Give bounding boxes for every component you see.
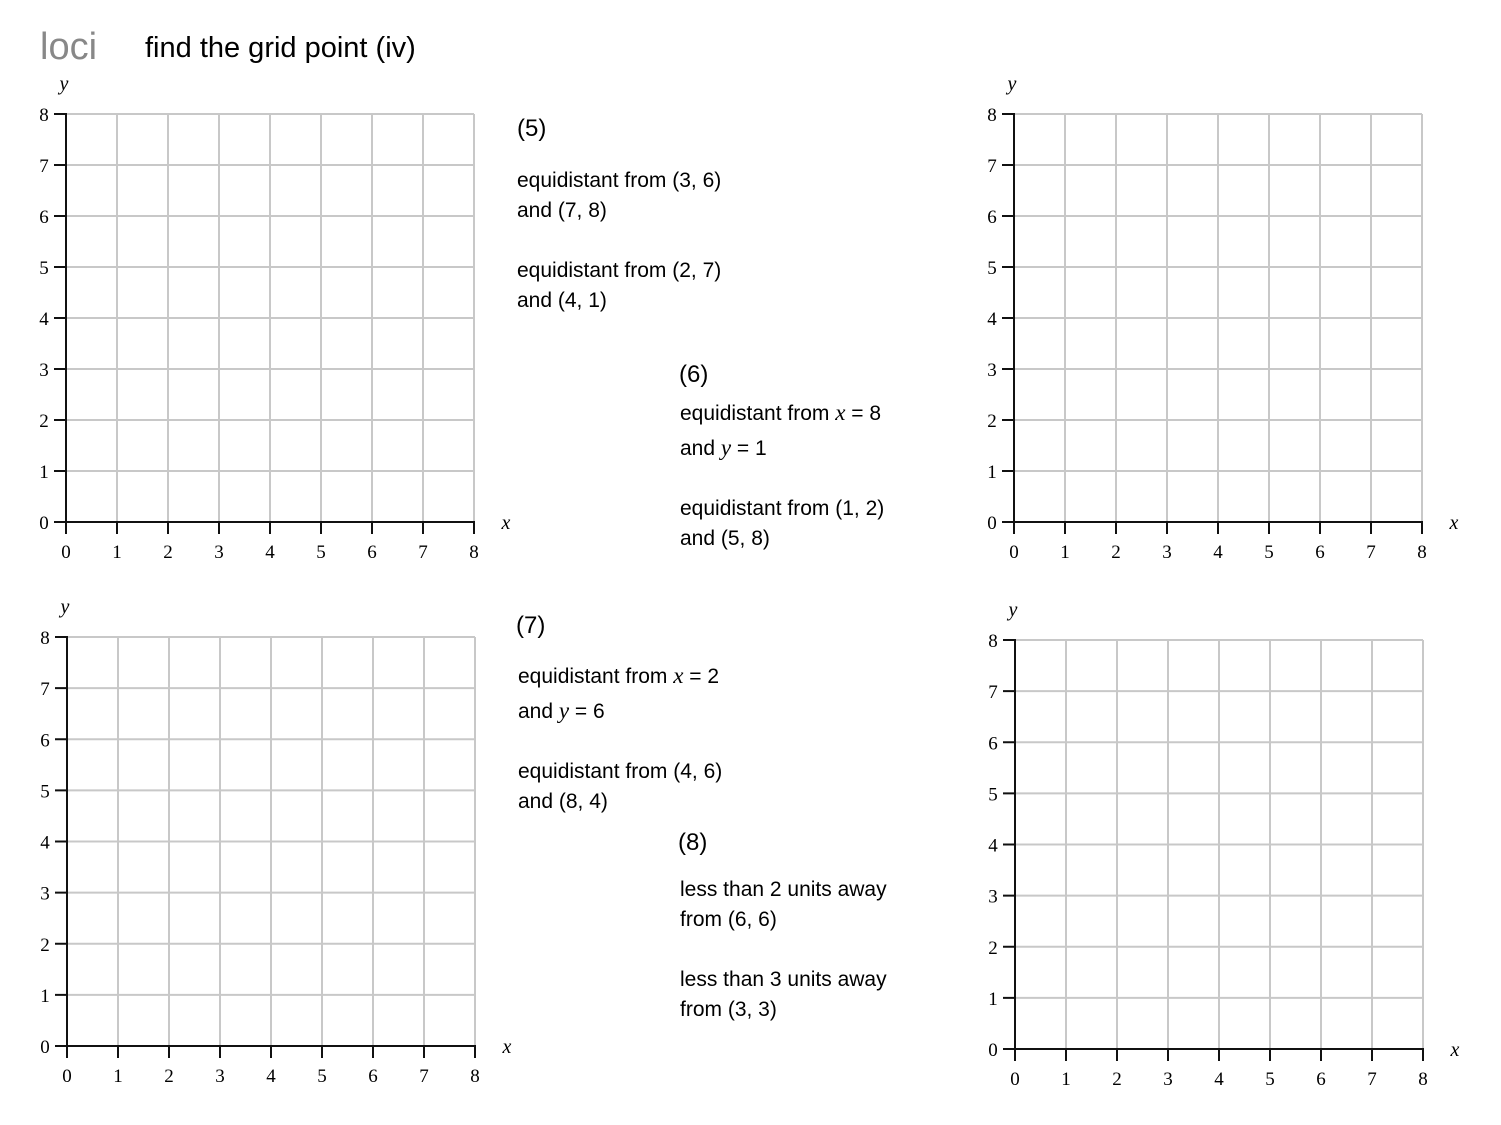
question-5-condition-b-line1: equidistant from (2, 7) — [517, 259, 722, 282]
x-tick-label: 2 — [164, 1066, 174, 1087]
coordinate-grid-1 — [39, 73, 510, 563]
variable: x — [673, 663, 684, 688]
y-tick-label: 6 — [39, 207, 49, 228]
text: equidistant from — [518, 665, 674, 688]
x-tick-label: 0 — [1010, 1069, 1020, 1090]
question-8-condition-b-line1: less than 3 units away — [680, 968, 887, 991]
y-tick-label: 6 — [987, 207, 997, 228]
y-axis-label: y — [1007, 73, 1017, 95]
y-tick-label: 5 — [40, 781, 50, 803]
x-axis-label: x — [1450, 1039, 1460, 1061]
y-axis-label: y — [59, 73, 69, 95]
x-tick-label: 3 — [215, 1066, 225, 1087]
x-axis-label: x — [502, 1036, 512, 1058]
x-tick-label: 2 — [1112, 1069, 1122, 1090]
question-5-condition-b-line2: and (4, 1) — [517, 289, 607, 312]
question-8-condition-a-line2: from (6, 6) — [680, 908, 777, 931]
y-tick-label: 7 — [40, 679, 50, 701]
question-7-condition-b-line1: equidistant from (4, 6) — [518, 760, 723, 783]
y-tick-label: 6 — [40, 730, 50, 752]
y-tick-label: 2 — [40, 934, 50, 956]
question-5-condition-a-line2: and (7, 8) — [517, 199, 607, 222]
x-tick-label: 0 — [62, 1066, 72, 1087]
topic-label: loci — [40, 26, 98, 68]
question-6-condition-a-line2 — [680, 433, 767, 464]
x-tick-label: 5 — [316, 542, 326, 563]
question-6-condition-b-line2: and (5, 8) — [680, 527, 770, 550]
x-tick-label: 1 — [112, 542, 122, 563]
x-tick-label: 1 — [1061, 1069, 1071, 1090]
y-tick-label: 2 — [988, 937, 998, 959]
variable: y — [720, 435, 732, 460]
y-tick-label: 2 — [39, 411, 49, 432]
text: = 6 — [569, 700, 605, 723]
y-tick-label: 1 — [988, 988, 998, 1010]
x-tick-label: 7 — [418, 542, 428, 563]
coordinate-grid-3 — [40, 596, 511, 1087]
question-6-condition-b-line1: equidistant from (1, 2) — [680, 497, 885, 520]
y-tick-label: 4 — [987, 309, 997, 330]
x-tick-label: 3 — [214, 542, 224, 563]
question-6-number: (6) — [679, 361, 709, 388]
y-tick-label: 8 — [39, 105, 49, 126]
x-tick-label: 4 — [265, 542, 275, 563]
x-tick-label: 7 — [419, 1066, 429, 1087]
question-5-number: (5) — [517, 115, 547, 142]
y-tick-label: 7 — [39, 156, 49, 177]
question-7-condition-a-line1 — [518, 661, 719, 692]
x-tick-label: 6 — [367, 542, 377, 563]
y-tick-label: 4 — [988, 835, 998, 857]
y-tick-label: 3 — [40, 883, 50, 905]
x-tick-label: 1 — [1060, 542, 1070, 563]
x-tick-label: 8 — [1417, 542, 1427, 563]
x-tick-label: 3 — [1162, 542, 1172, 563]
y-axis-label: y — [1008, 599, 1018, 621]
question-7-number: (7) — [516, 612, 546, 639]
y-tick-label: 5 — [988, 784, 998, 806]
x-tick-label: 3 — [1163, 1069, 1173, 1090]
x-tick-label: 4 — [266, 1066, 276, 1087]
x-tick-label: 1 — [113, 1066, 123, 1087]
x-tick-label: 2 — [163, 542, 173, 563]
y-tick-label: 8 — [40, 628, 50, 649]
x-tick-label: 6 — [368, 1066, 378, 1087]
y-tick-label: 3 — [987, 360, 997, 381]
y-tick-label: 1 — [39, 462, 49, 483]
text: and — [518, 700, 559, 723]
x-tick-label: 6 — [1315, 542, 1325, 563]
y-tick-label: 7 — [988, 682, 998, 704]
text: equidistant from — [680, 402, 836, 425]
question-6-condition-a-line1 — [680, 398, 881, 429]
y-tick-label: 1 — [40, 985, 50, 1007]
x-tick-label: 5 — [1265, 1069, 1275, 1090]
x-tick-label: 4 — [1213, 542, 1223, 563]
y-tick-label: 2 — [987, 411, 997, 432]
y-tick-label: 5 — [39, 258, 49, 279]
coordinate-grid-2 — [987, 73, 1458, 563]
y-tick-label: 8 — [988, 631, 998, 652]
page-title: find the grid point (iv) — [145, 32, 416, 64]
y-tick-label: 7 — [987, 156, 997, 177]
text: = 2 — [683, 665, 720, 688]
y-tick-label: 8 — [987, 105, 997, 126]
y-tick-label: 1 — [987, 462, 997, 483]
x-tick-label: 5 — [1264, 542, 1274, 563]
y-tick-label: 4 — [39, 309, 49, 330]
y-tick-label: 3 — [988, 886, 998, 908]
x-tick-label: 7 — [1367, 1069, 1377, 1090]
question-8-number: (8) — [678, 829, 708, 856]
y-tick-label: 0 — [40, 1037, 50, 1058]
y-tick-label: 0 — [987, 513, 997, 534]
x-tick-label: 7 — [1366, 542, 1376, 563]
question-7-condition-b-line2: and (8, 4) — [518, 790, 608, 813]
question-5-condition-a-line1: equidistant from (3, 6) — [517, 169, 722, 192]
x-tick-label: 2 — [1111, 542, 1121, 563]
x-tick-label: 8 — [469, 542, 479, 563]
x-axis-label: x — [501, 512, 511, 534]
variable: x — [835, 400, 846, 425]
text: = 1 — [731, 437, 767, 460]
y-axis-label: y — [60, 596, 70, 618]
question-8-condition-a-line1: less than 2 units away — [680, 878, 887, 901]
x-tick-label: 8 — [470, 1066, 480, 1087]
y-tick-label: 0 — [39, 513, 49, 534]
y-tick-label: 4 — [40, 832, 50, 854]
y-tick-label: 0 — [988, 1040, 998, 1061]
x-tick-label: 4 — [1214, 1069, 1224, 1090]
y-tick-label: 5 — [987, 258, 997, 279]
x-tick-label: 0 — [61, 542, 71, 563]
question-7-condition-a-line2 — [518, 696, 605, 727]
y-tick-label: 3 — [39, 360, 49, 381]
text: = 8 — [845, 402, 882, 425]
x-tick-label: 0 — [1009, 542, 1019, 563]
text: and — [680, 437, 721, 460]
variable: y — [558, 698, 570, 723]
y-tick-label: 6 — [988, 733, 998, 755]
x-tick-label: 6 — [1316, 1069, 1326, 1090]
coordinate-grid-4 — [988, 599, 1459, 1090]
question-8-condition-b-line2: from (3, 3) — [680, 998, 777, 1021]
x-tick-label: 8 — [1418, 1069, 1428, 1090]
x-axis-label: x — [1449, 512, 1459, 534]
x-tick-label: 5 — [317, 1066, 327, 1087]
